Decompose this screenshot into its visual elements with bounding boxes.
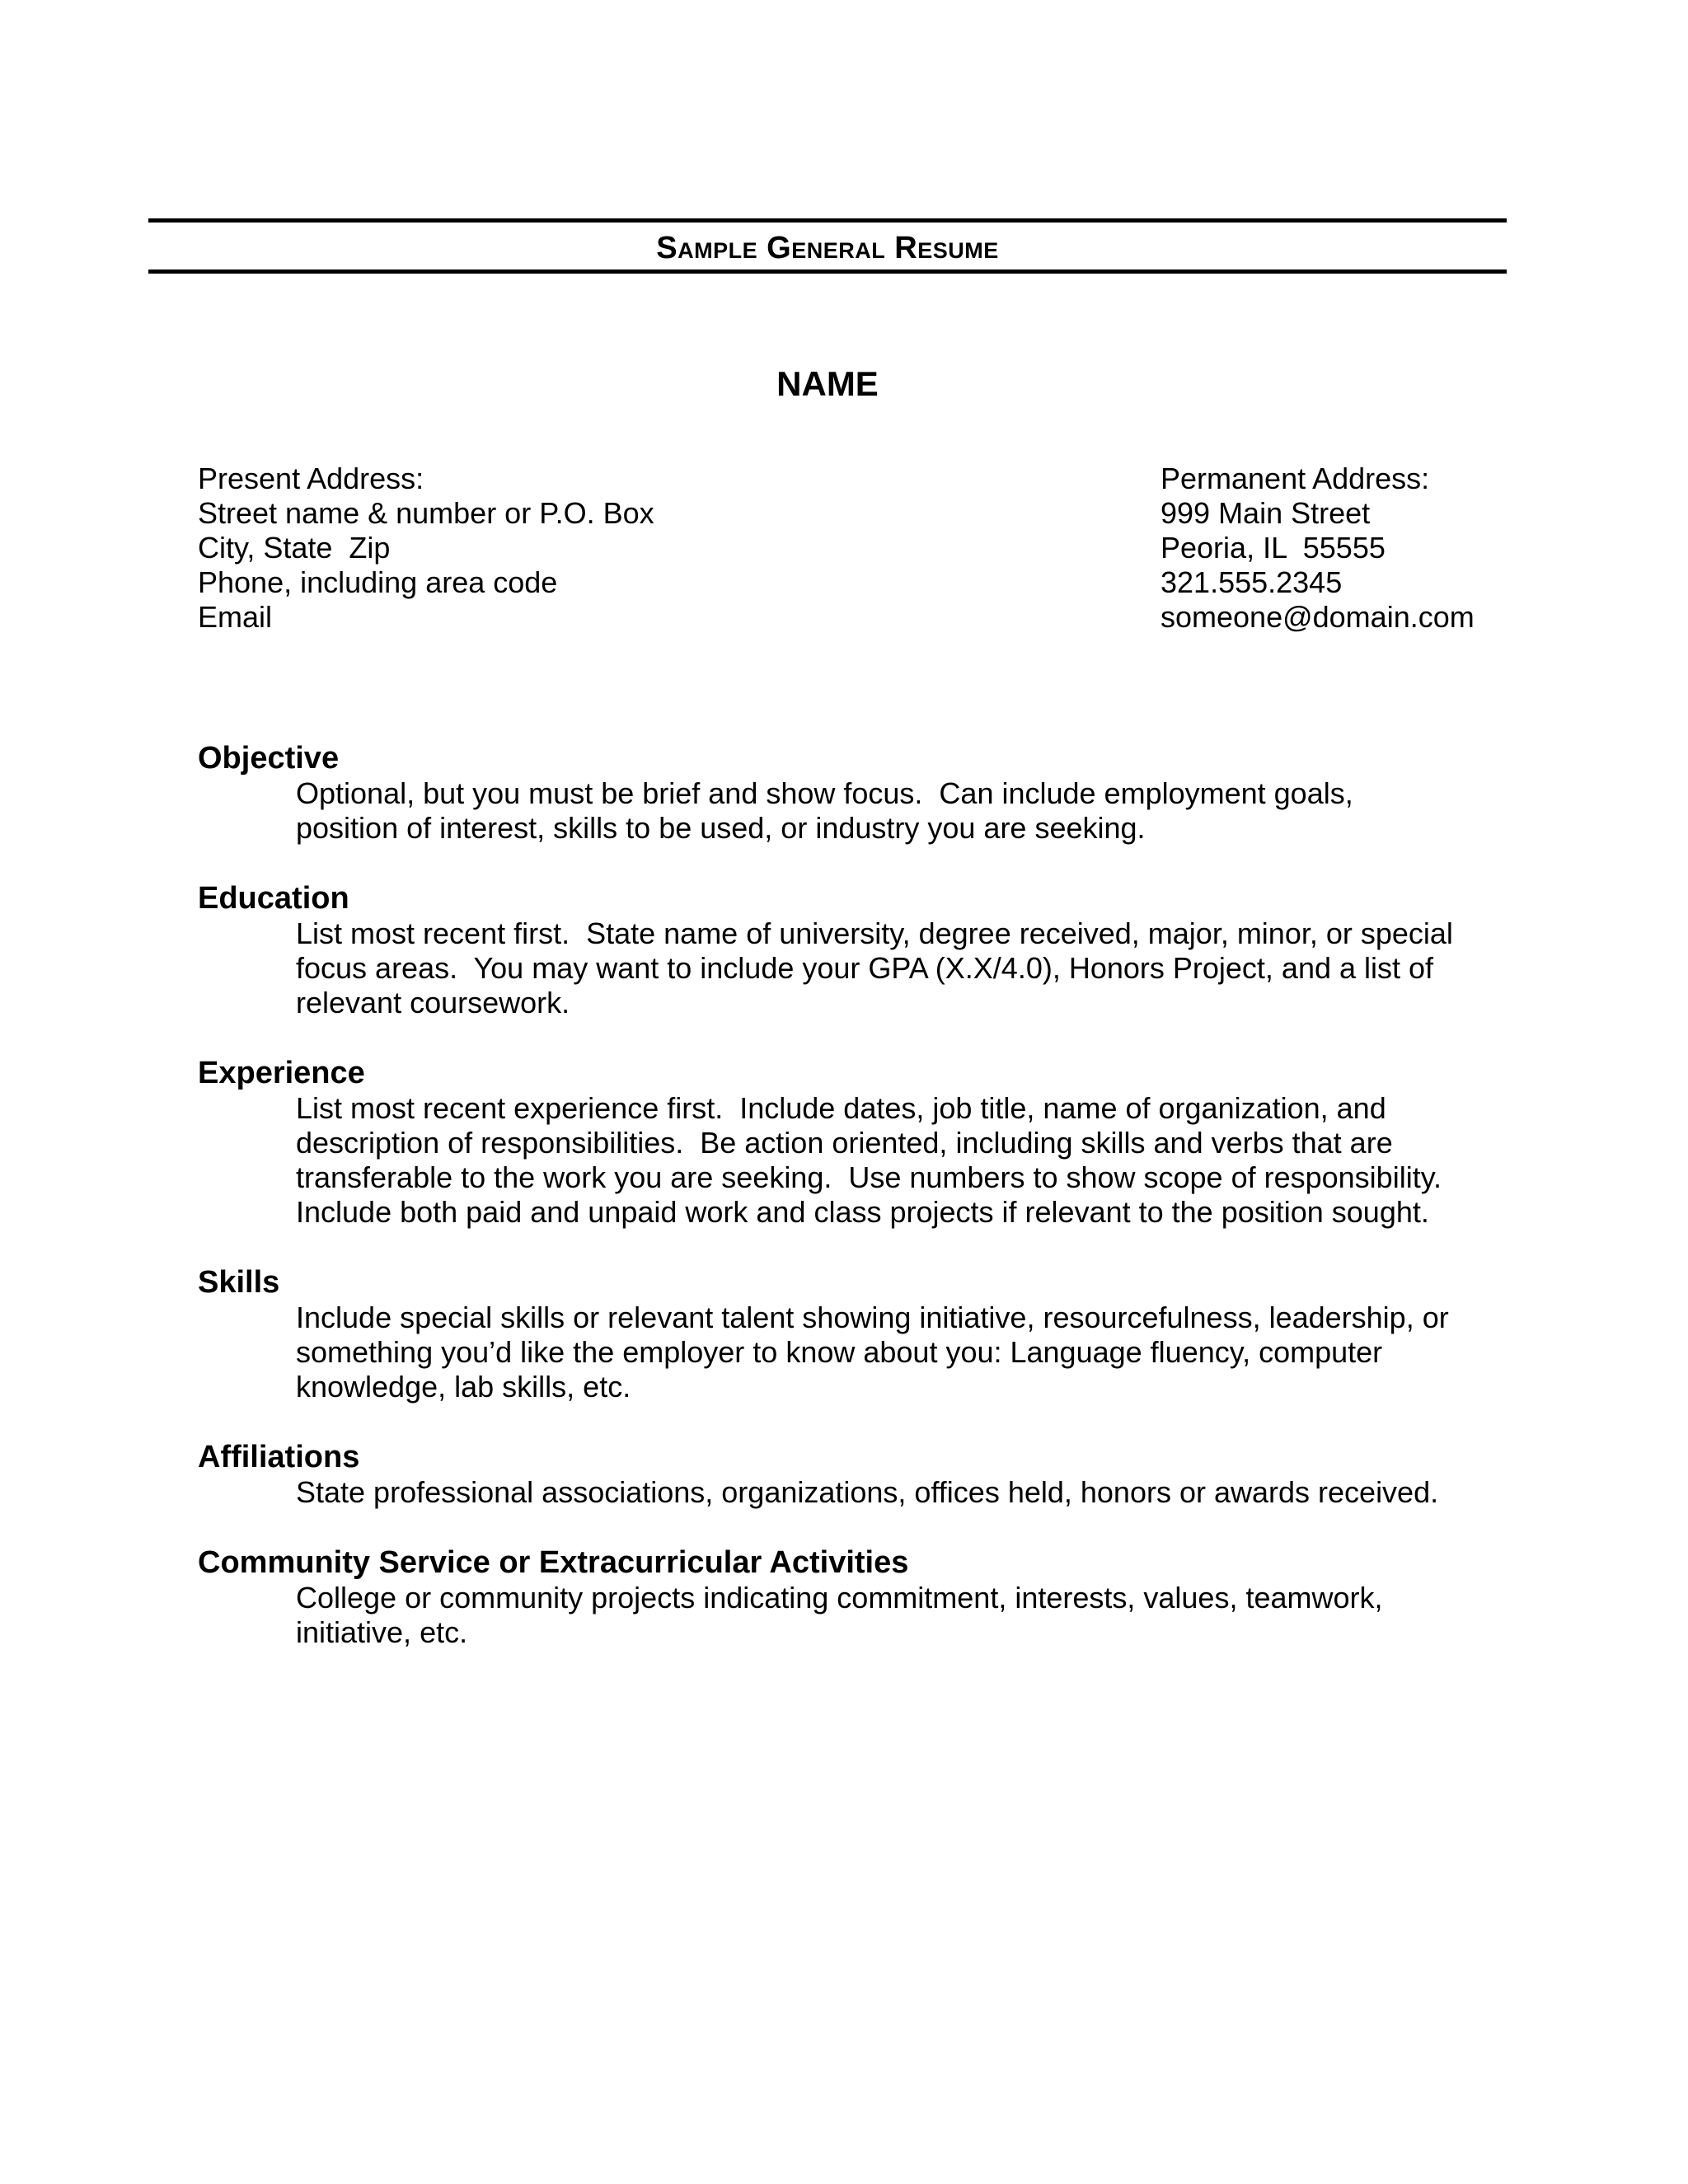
section-heading: Education xyxy=(198,881,349,916)
document-title: Sample General Resume xyxy=(656,231,999,265)
present-address-phone: Phone, including area code xyxy=(198,565,558,599)
section-line: College or community projects indicating commitment, interests, values, teamwork, xyxy=(296,1581,1383,1615)
section-line: Optional, but you must be brief and show focus. Can include employment goals, xyxy=(296,776,1353,810)
present-address-street: Street name & number or P.O. Box xyxy=(198,496,654,530)
section-experience xyxy=(198,1055,1517,1230)
section-community-service xyxy=(198,1544,1517,1650)
section-body xyxy=(296,1301,1517,1404)
section-heading: Objective xyxy=(198,741,340,776)
present-address-block xyxy=(198,462,654,635)
permanent-address-label: Permanent Address: xyxy=(1160,462,1430,495)
permanent-address-block xyxy=(1160,462,1475,635)
section-line: position of interest, skills to be used, or industry you are seeking. xyxy=(296,811,1146,845)
section-line: relevant coursework. xyxy=(296,986,570,1019)
section-education xyxy=(198,880,1517,1020)
section-skills xyxy=(198,1264,1517,1404)
section-objective xyxy=(198,740,1517,846)
section-line: State professional associations, organizations, offices held, honors or awards received. xyxy=(296,1475,1439,1509)
section-body xyxy=(296,1581,1517,1650)
permanent-address-phone: 321.555.2345 xyxy=(1160,565,1343,599)
section-line: Include special skills or relevant talent showing initiative, resourcefulness, leadership, or xyxy=(296,1301,1449,1334)
permanent-address-city: Peoria, IL 55555 xyxy=(1160,531,1386,565)
section-line: focus areas. You may want to include your GPA (X.X/4.0), Honors Project, and a list of xyxy=(296,951,1434,985)
permanent-address-street: 999 Main Street xyxy=(1160,496,1371,530)
section-line: transferable to the work you are seeking. Use numbers to show scope of responsibility. xyxy=(296,1160,1442,1194)
resume-name: NAME xyxy=(776,364,879,403)
section-body xyxy=(296,916,1517,1020)
section-line: knowledge, lab skills, etc. xyxy=(296,1370,631,1404)
section-line: List most recent first. State name of university, degree received, major, minor, or special xyxy=(296,916,1453,950)
section-heading: Community Service or Extracurricular Activities xyxy=(198,1545,909,1580)
section-affiliations xyxy=(198,1439,1517,1510)
resume-sections xyxy=(198,740,1517,1685)
present-address-city: City, State Zip xyxy=(198,531,391,565)
section-body xyxy=(296,1091,1517,1230)
section-line: something you’d like the employer to know about you: Language fluency, computer xyxy=(296,1335,1383,1369)
permanent-address-email: someone@domain.com xyxy=(1160,600,1475,634)
header-bottom-rule xyxy=(148,269,1507,274)
section-body xyxy=(296,1475,1517,1510)
section-line: initiative, etc. xyxy=(296,1615,468,1649)
section-heading: Affiliations xyxy=(198,1440,360,1474)
section-line: List most recent experience first. Include dates, job title, name of organization, and xyxy=(296,1091,1386,1125)
header-top-rule xyxy=(148,218,1507,223)
section-line: description of responsibilities. Be action oriented, including skills and verbs that are xyxy=(296,1126,1393,1160)
section-body xyxy=(296,776,1517,846)
present-address-label: Present Address: xyxy=(198,462,424,495)
section-line: Include both paid and unpaid work and class projects if relevant to the position sought. xyxy=(296,1195,1429,1229)
section-heading: Skills xyxy=(198,1265,280,1300)
section-heading: Experience xyxy=(198,1056,365,1090)
present-address-email: Email xyxy=(198,600,273,634)
